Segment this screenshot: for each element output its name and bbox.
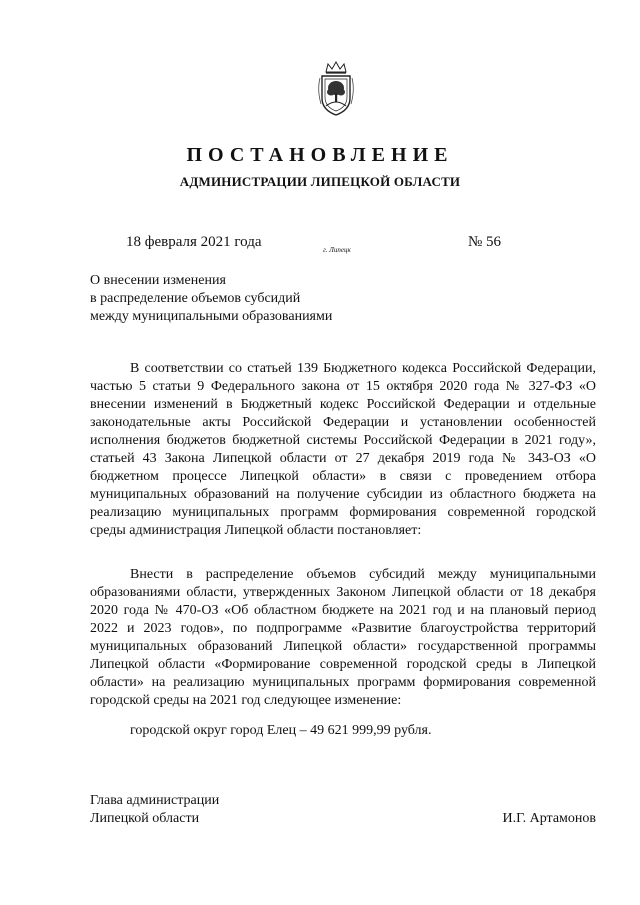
document-title: ПОСТАНОВЛЕНИЕ (186, 144, 454, 166)
subject-line-2: в распределение объемов субсидий (90, 291, 301, 306)
document-date: 18 февраля 2021 года (126, 234, 262, 250)
signature-position (90, 792, 219, 828)
signature-position-line-2: Липецкой области (90, 811, 200, 826)
document-subtitle: АДМИНИСТРАЦИИ ЛИПЕЦКОЙ ОБЛАСТИ (179, 174, 461, 189)
subject-line-3: между муниципальными образованиями (90, 309, 333, 324)
body-paragraph-2: Внести в распределение объемов субсидий между муниципальными образованиями области, утвержденных Законом Липецкой области от 18 декабря 2020 года № 470-ОЗ «Об областном бюджете на 2021 год и на плановый период 2022 и 2023 годов», по подпрограмме «Развитие благоустройства территорий муниципальных образований Липецкой области» государственной программы Липецкой области «Формирование современной городской среды в Липецкой области» на реализацию муниципальных программ формирования современной городской среды на 2021 год следующее изменение: (90, 567, 596, 708)
signature-name: И.Г. Артамонов (502, 811, 596, 826)
body-paragraph-1: В соответствии со статьей 139 Бюджетного кодекса Российской Федерации, частью 5 статьи 9 Федерального закона от 15 октября 2020 года № 327-ФЗ «О внесении изменений в Бюджетный кодекс Российской Федерации и отдельные законодательные акты Российской Федерации и установлении особенностей исполнения бюджетов бюджетной системы Российской Федерации в 2021 году», статьей 43 Закона Липецкой области от 27 декабря 2019 года № 343-ОЗ «О бюджетном процессе Липецкой области» в связи с проведением отбора муниципальных образований на получение субсидии из областного бюджета на реализацию муниципальных программ формирования современной городской среды администрация Липецкой области постановляет: (90, 361, 596, 538)
body-paragraph-3: городской округ город Елец – 49 621 999,99 рубля. (130, 723, 432, 738)
document-subject (90, 272, 332, 326)
coat-of-arms-emblem-icon (316, 60, 356, 118)
signature-position-line-1: Глава администрации (90, 793, 220, 808)
document-number: № 56 (468, 234, 502, 250)
document-city: г. Липецк (323, 246, 351, 254)
subject-line-1: О внесении изменения (90, 273, 226, 288)
